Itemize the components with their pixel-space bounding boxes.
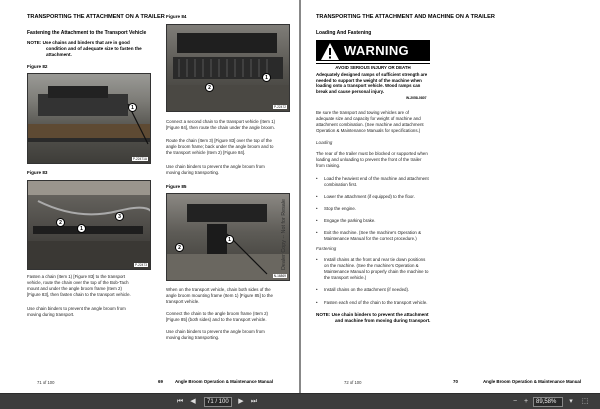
figure-83-photo	[27, 180, 151, 270]
broom-bristles-image	[167, 25, 290, 112]
warning-banner	[316, 40, 430, 61]
manual-title: Angle Broom Operation & Maintenance Manual	[175, 379, 274, 384]
loading-paragraph: The rear of the trailer must be blocked or supported when loading and unloading to prevent the front of the trailer from raising.	[316, 151, 428, 168]
page-counter: 72 of 100	[344, 380, 362, 385]
warning-title: WARNING	[344, 43, 409, 58]
warning-subtitle: AVOID SERIOUS INJURY OR DEATH	[335, 65, 411, 70]
note: NOTE: Use chains and binders that are in good condition and of adequate size to fasten the attachment.	[27, 40, 142, 57]
callout-1: 1	[262, 73, 271, 82]
left-column-paragraph-1: Fasten a chain (Item 1) [Figure 83] to the transport vehicle, route the chain over the top of the Bob-Tach mount and under the angle broom frame (Item 2) [Figure 83], then fasten chain to the transport vehicle.	[27, 274, 131, 297]
watermark: Dealer Copy -- Not for Resale	[281, 198, 287, 270]
right-column-paragraph-4: When on the transport vehicle, chain both sides of the angle broom mounting frame (Item 1) [Figure 85] to the transport vehicle.	[166, 287, 273, 304]
loading-heading: Loading	[316, 140, 333, 145]
right-column-paragraph-6: Use chain binders to prevent the angle broom from moving during transporting.	[166, 329, 265, 340]
figure-84-code: P-22472	[273, 105, 286, 109]
subsection-title: Loading And Fastening	[316, 30, 372, 36]
list-item: • Fasten each end of the chain to the transport vehicle.	[316, 300, 436, 306]
list-item: • Stop the engine.	[316, 206, 436, 212]
page-input[interactable]: 71 / 100	[204, 397, 232, 407]
right-column-paragraph-1: Connect a second chain to the transport vehicle (Item 1) [Figure 84], then route the chain under the angle broom.	[166, 119, 276, 130]
callout-1: 1	[128, 103, 137, 112]
list-item: • Install chains at the front and rear tie down positions on the machine. (See the machine's Operation & Maintenance Manual to properly chain the machine to the transport vehicle.)	[316, 257, 438, 281]
broom-on-trailer-image	[28, 74, 151, 164]
warning-code: W-2058-0807	[406, 96, 427, 100]
warning-triangle-icon	[319, 41, 341, 62]
callout-1: 1	[77, 224, 86, 233]
subsection-title: Fastening the Attachment to the Transport Vehicle	[27, 30, 147, 36]
figure-84-label: Figure 84	[166, 14, 187, 19]
right-column-paragraph-5: Connect the chain to the angle broom frame (Item 2) [Figure 85] (both sides) and to the transport vehicle.	[166, 311, 269, 322]
figure-85-label: Figure 85	[166, 184, 187, 189]
figure-83-label: Figure 83	[27, 170, 48, 175]
figure-85-photo	[166, 193, 290, 281]
figure-82-label: Figure 82	[27, 64, 48, 69]
next-page-icon[interactable]: ▶	[238, 398, 244, 405]
list-item: • Load the heaviest end of the machine and attachment combination first.	[316, 176, 436, 188]
fit-page-icon[interactable]: ⬚	[581, 398, 589, 405]
fastening-heading: Fastening	[316, 246, 337, 251]
chevron-down-icon[interactable]: ▾	[569, 398, 573, 405]
list-item: • Install chains on the attachment (if needed).	[316, 287, 436, 293]
zoom-in-icon[interactable]: +	[523, 398, 529, 405]
callout-3: 3	[115, 212, 124, 221]
figure-84-photo	[166, 24, 290, 112]
warning-text: Adequately designed ramps of sufficient strength are needed to support the weight of the machine when loading onto a transport vehicle. Wood ramps can break and cause personal injury.	[316, 72, 428, 95]
section-title: TRANSPORTING THE ATTACHMENT ON A TRAILER	[27, 14, 165, 20]
last-page-icon[interactable]: ⏭	[250, 398, 258, 405]
list-item: • Engage the parking brake.	[316, 218, 436, 224]
page-number: 69	[158, 379, 163, 384]
figure-85-code: N-16869	[273, 274, 286, 278]
right-page	[301, 0, 600, 393]
list-item: • Lower the attachment (if equipped) to the floor.	[316, 194, 436, 200]
zoom-out-icon[interactable]: −	[512, 398, 518, 405]
note: NOTE: Use chain binders to prevent the attachment and machine from moving during transport.	[316, 312, 431, 323]
list-item: • Exit the machine. (See the machine's Operation & Maintenance Manual for the correct procedure.)	[316, 230, 436, 242]
manual-title: Angle Broom Operation & Maintenance Manual	[483, 379, 582, 384]
left-column-paragraph-2: Use chain binders to prevent the angle broom from moving during transport.	[27, 306, 126, 317]
chain-frame-image	[28, 181, 151, 270]
viewer-toolbar	[0, 393, 600, 409]
callout-2: 2	[205, 83, 214, 92]
page-counter: 71 of 100	[37, 380, 55, 385]
figure-83-code: P-22473	[134, 263, 147, 267]
page-number: 70	[453, 379, 458, 384]
callout-2: 2	[56, 218, 65, 227]
zoom-input[interactable]: 89,58%	[533, 397, 563, 407]
section-title: TRANSPORTING THE ATTACHMENT AND MACHINE ON A TRAILER	[316, 14, 495, 20]
figure-82-photo	[27, 73, 151, 164]
left-page	[0, 0, 299, 393]
right-column-paragraph-2: Route the chain (Item 3) [Figure 83] over the top of the angle broom frame; back under the angle broom and to the transport vehicle (Item 2) [Figure 84].	[166, 138, 274, 155]
callout-2: 2	[175, 243, 184, 252]
right-column-paragraph-3: Use chain binders to prevent the angle broom from moving during transporting.	[166, 164, 265, 175]
first-page-icon[interactable]: ⏮	[176, 398, 184, 405]
callout-1: 1	[225, 235, 234, 244]
figure-82-code: P-22471A	[132, 157, 147, 161]
prev-page-icon[interactable]: ◀	[190, 398, 196, 405]
intro-paragraph: Be sure the transport and towing vehicles are of adequate size and capacity for weight of machine and attachment combination. (See machine and attachment Operation & Maintenance Manuals for specifications.)	[316, 110, 424, 133]
warning-divider	[316, 63, 430, 64]
